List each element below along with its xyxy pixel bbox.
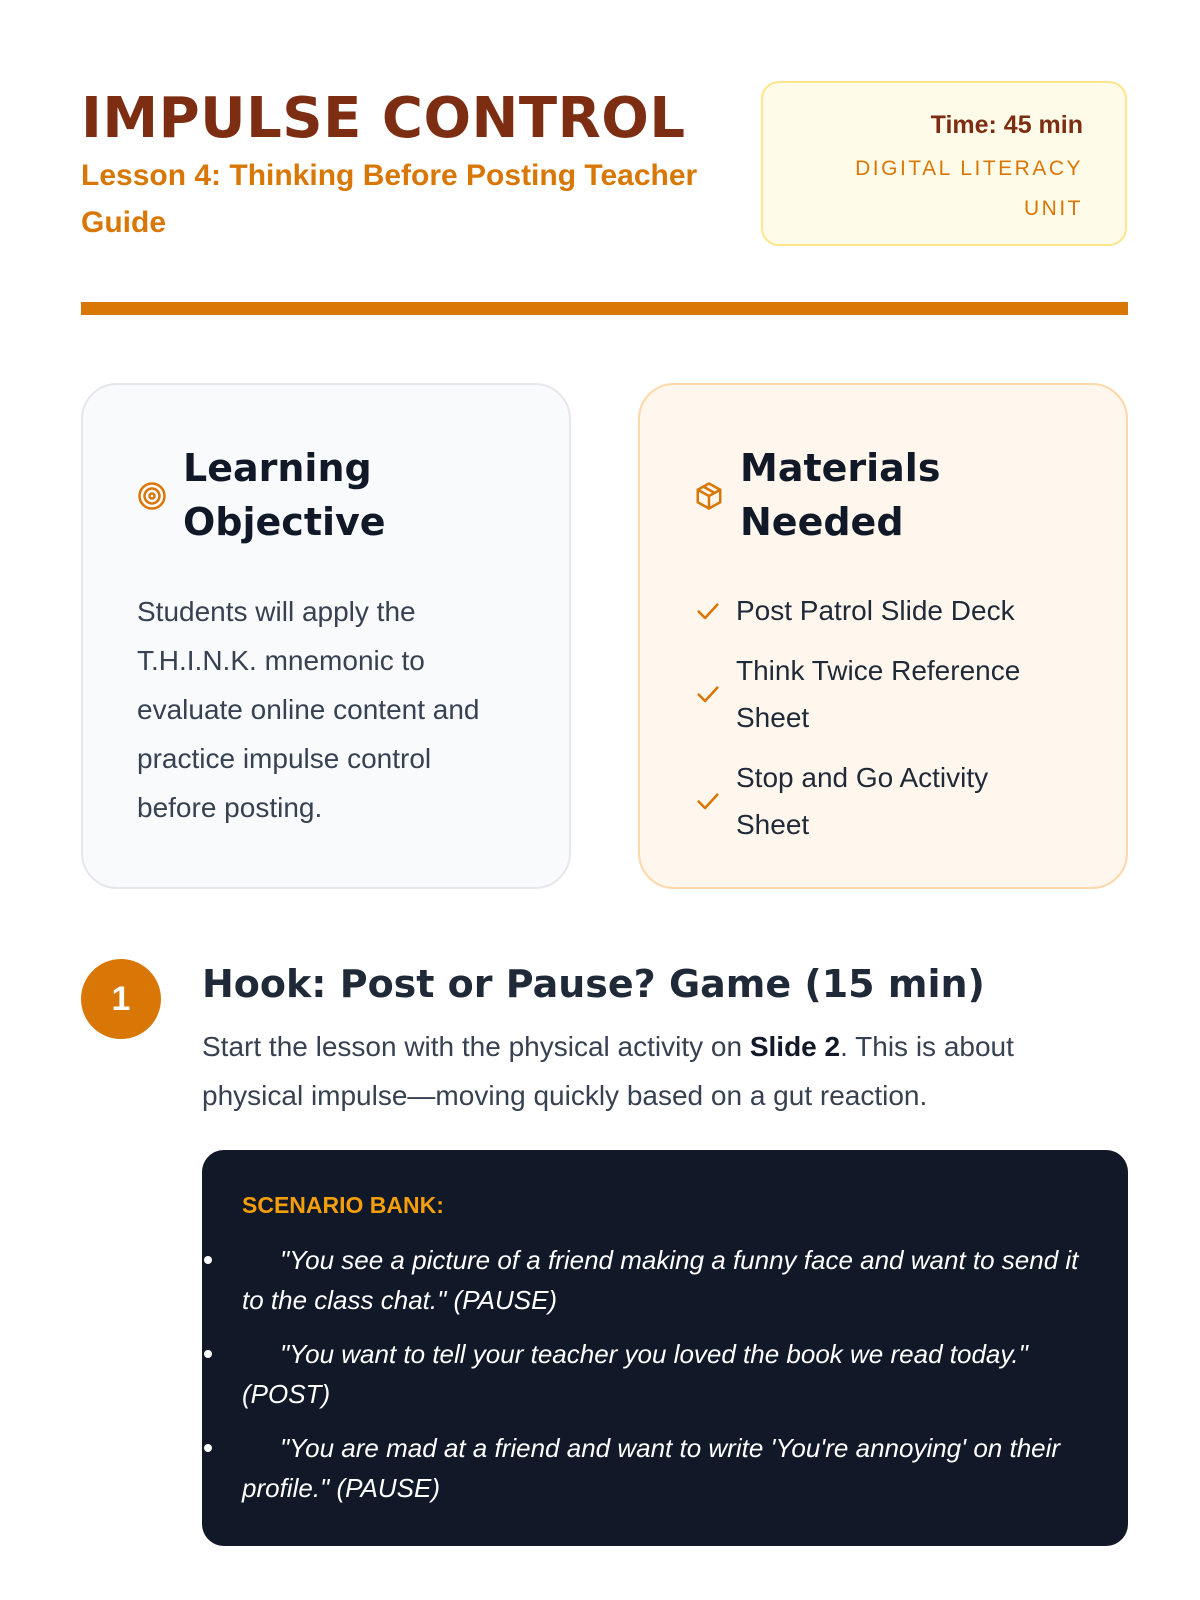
materials-item-label: Post Patrol Slide Deck: [736, 595, 1015, 626]
scenario-item: [242, 1334, 1088, 1414]
lesson-meta-box: [761, 81, 1127, 246]
materials-list-item: [694, 587, 1086, 634]
step-description-text: Start the lesson with the physical activity on: [202, 1031, 750, 1062]
materials-list-item: [694, 754, 1086, 848]
learning-objective-card: [81, 383, 571, 889]
bullet-icon: [204, 1350, 212, 1358]
scenario-text: "You are mad at a friend and want to write 'You're annoying' on their profile." (PAUSE): [242, 1433, 1061, 1503]
scenario-bank-panel: [202, 1150, 1128, 1546]
objective-title: Learning Objective: [183, 446, 386, 544]
page-header: [81, 84, 1128, 254]
scenario-item: [242, 1240, 1088, 1320]
check-icon: [694, 680, 722, 708]
lesson-time: Time: 45 min: [930, 111, 1083, 139]
box-icon: [694, 481, 724, 511]
materials-item-label: Stop and Go Activity Sheet: [736, 762, 989, 840]
page-subtitle: Lesson 4: Thinking Before Posting Teacher Guide: [81, 159, 698, 239]
materials-item-label: Think Twice Reference Sheet: [736, 655, 1021, 733]
materials-list-item: [694, 647, 1086, 741]
bullet-icon: [204, 1444, 212, 1452]
materials-list: [694, 587, 1086, 848]
step-title: Hook: Post or Pause? Game (15 min): [202, 962, 985, 1006]
check-icon: [694, 597, 722, 625]
step-description-text: . This is about physical impulse—moving quickly based on a gut reaction.: [202, 1031, 1014, 1111]
check-icon: [694, 787, 722, 815]
header-divider: [81, 302, 1128, 315]
scenario-text: "You want to tell your teacher you loved the book we read today." (POST): [242, 1339, 1028, 1409]
scenario-item: [242, 1428, 1088, 1508]
target-icon: [137, 481, 167, 511]
scenario-text: "You see a picture of a friend making a funny face and want to send it to the class chat." (PAUSE): [242, 1245, 1079, 1315]
bullet-icon: [204, 1256, 212, 1264]
scenario-list: [242, 1240, 1088, 1508]
page-title: IMPULSE CONTROL: [81, 86, 686, 151]
materials-title: Materials Needed: [740, 446, 941, 544]
slide-reference: Slide 2: [749, 1031, 841, 1062]
scenario-bank-label: SCENARIO BANK:: [242, 1192, 444, 1218]
lesson-unit: DIGITAL LITERACY UNIT: [855, 157, 1083, 220]
objective-header: [137, 441, 529, 549]
objective-text: Students will apply the T.H.I.N.K. mnemonic to evaluate online content and practice impulse control before posting.: [137, 596, 480, 823]
materials-header: [694, 441, 1086, 549]
materials-needed-card: [638, 383, 1128, 889]
step-description: [202, 1022, 1122, 1120]
step-number-badge: 1: [81, 959, 161, 1039]
